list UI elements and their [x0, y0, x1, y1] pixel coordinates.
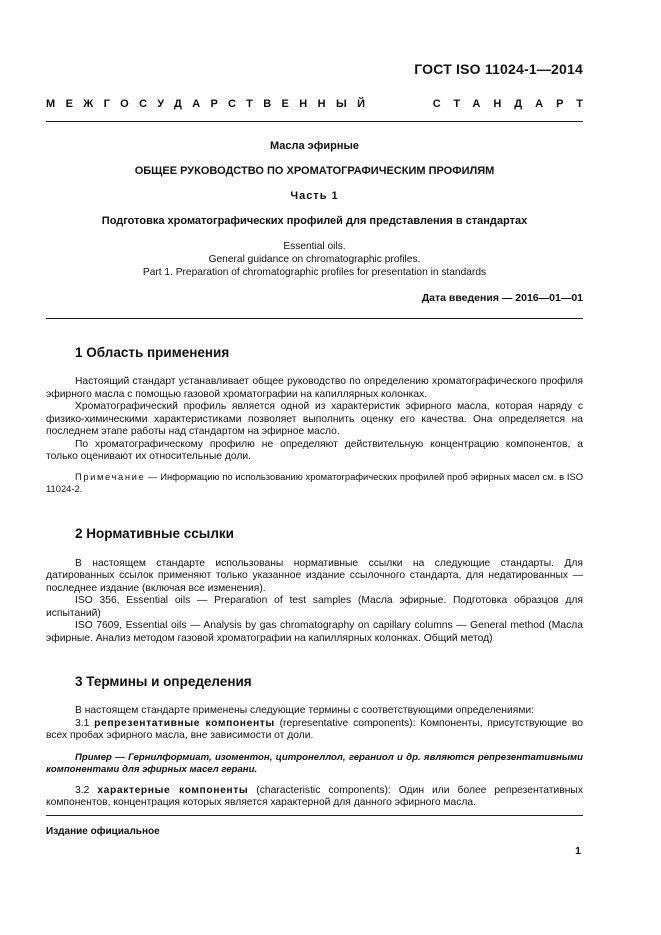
section-heading: 1 Область применения	[75, 345, 230, 360]
term: репрезентативные компоненты	[94, 717, 275, 729]
official-edition-label: Издание официальное	[46, 826, 160, 837]
paragraph: Хроматографический профиль является одной из характеристик эфирного масла, которая наряду с физико-химическими характеристиками позволяет выполнить оценку его качества. Она определяется на последнем этапе работы над стандартом на эфирное масло.	[46, 401, 583, 437]
section-heading: 2 Нормативные ссылки	[75, 525, 234, 541]
term-text: (characteristic components): Один или более репрезентативных компонентов, концентрация которых является характерной для данного эфирного масла.	[46, 784, 583, 808]
paragraph: В настоящем стандарте применены следующие термины с соответствующими определениями:	[75, 705, 535, 716]
interstate-word: МЕЖГОСУДАРСТВЕННЫЙ	[46, 98, 376, 110]
note-text: — Информацию по использованию хроматографических профилей проб эфирных масел см. в ISO 11024-2.	[46, 470, 583, 494]
introduction-date: Дата введения — 2016—01—01	[421, 292, 583, 304]
standard-number: ГОСТ ISO 11024-1—2014	[414, 61, 583, 77]
paragraph: Настоящий стандарт устанавливает общее руководство по определению хроматографического профиля эфирного масла с помощью газовой хроматографии на капиллярных колонках.	[46, 376, 583, 400]
title-main: ОБЩЕЕ РУКОВОДСТВО ПО ХРОМАТОГРАФИЧЕСКИМ ПРОФИЛЯМ	[134, 165, 495, 177]
header-divider	[46, 121, 583, 122]
footer-divider	[46, 815, 583, 816]
term-number: 3.2	[75, 784, 98, 796]
section-normative-references	[46, 525, 583, 646]
interstate-standard-banner	[46, 98, 596, 110]
english-title	[46, 240, 583, 279]
term-text: (representative components): Компоненты, присутствующие во всех пробах эфирного масла, вне зависимости от доли.	[46, 717, 583, 741]
section-terms-definitions	[46, 673, 583, 810]
document-body	[46, 344, 583, 810]
standard-word: СТАНДАРТ	[432, 98, 596, 110]
reference-iso-356: ISO 356, Essential oils — Preparation of test samples (Масла эфирные. Подготовка образцов для испытаний)	[46, 595, 583, 619]
note	[46, 471, 583, 495]
term-number: 3.1	[75, 717, 95, 729]
title-subtitle: Подготовка хроматографических профилей для представления в стандартах	[101, 215, 528, 227]
title-oils: Масла эфирные	[269, 140, 360, 152]
example: Пример — Гернилформиат, изоментон, цитронеллол, гераниол и др. являются репрезентативными компонентами для эфирных масел герани.	[46, 751, 583, 775]
english-title-line: Part 1. Preparation of chromatographic profiles for presentation in standards	[142, 267, 487, 278]
section-heading: 3 Термины и определения	[75, 674, 252, 689]
term-definition	[46, 718, 583, 743]
title-part: Часть 1	[290, 190, 339, 202]
page-number: 1	[575, 845, 581, 857]
paragraph: В настоящем стандарте использованы нормативные ссылки на следующие стандарты. Для датированных ссылок применяют только указанное издание ссылочного стандарта, для недатированных — последнее издание (включая все изменения).	[46, 557, 583, 594]
date-divider	[46, 318, 583, 319]
paragraph: По хроматографическому профилю не определяют действительную концентрацию компонентов, а только оценивают их относительные доли.	[46, 438, 583, 462]
term: характерные компоненты	[97, 784, 249, 796]
reference-iso-7609: ISO 7609, Essential oils — Analysis by gas chromatography on capillary columns — General method (Масла эфирные. Анализ методом газовой хроматографии на капиллярных колонках. Общий метод)	[46, 620, 583, 644]
note-label: Примечание	[75, 470, 146, 482]
section-scope	[46, 344, 583, 495]
english-title-line: General guidance on chromatographic profiles.	[208, 254, 421, 265]
english-title-line: Essential oils.	[283, 241, 346, 252]
term-definition	[46, 785, 583, 810]
